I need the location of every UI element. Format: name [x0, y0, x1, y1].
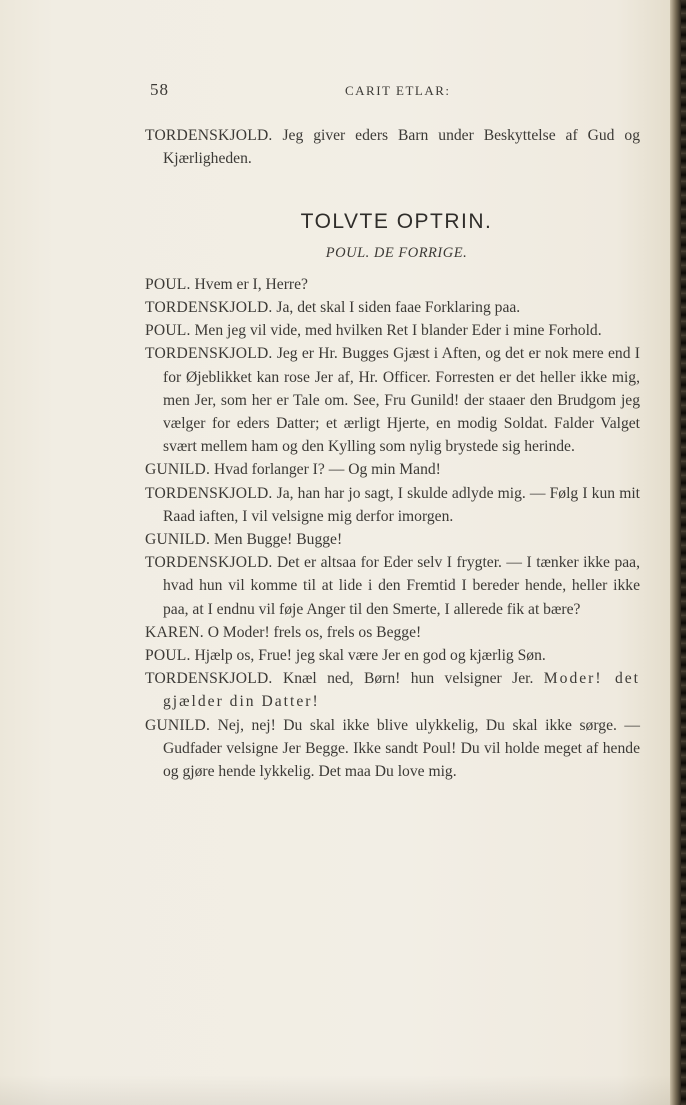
speech-text: Knæl ned, Børn! hun velsigner Jer. — [282, 670, 534, 688]
speech-text: Ja, han har jo sagt, I skulde adlyde mig. — Følg I kun mit Raad iaften, I vil velsigne mig derfor imorgen. — [163, 484, 640, 525]
book-spine-shadow — [681, 0, 686, 1105]
speech-text: Jeg er Hr. Bugges Gjæst i Aften, og det er nok mere end I for Øjeblikket kan rose Jer af, Hr. Officer. Forresten er det heller ikke mig, men Jer, som her er Tale om. See, Fru Gunild! der staaer den Brudgom jeg vælger for eders Datter; et ærligt Hjerte, en modig Soldat. Falder Valget svært mellem ham og den Kylling som nylig brystede sig herinde. — [163, 345, 640, 456]
speaker-name: POUL. — [145, 275, 191, 293]
speech-paragraph — [145, 714, 640, 784]
speaker-name: TORDENSKJOLD. — [145, 670, 273, 688]
speaker-name: GUNILD. — [145, 531, 211, 549]
speech-text: Hvem er I, Herre? — [194, 275, 308, 293]
speaker-name: TORDENSKJOLD. — [145, 554, 273, 572]
speech-text: Men Bugge! Bugge! — [213, 531, 343, 549]
speech-text: Men jeg vil vide, med hvilken Ret I blander Eder i mine Forhold. — [194, 322, 602, 340]
speaker-name: TORDENSKJOLD. — [145, 299, 273, 317]
speaker-name: POUL. — [145, 647, 191, 665]
speaker-name: GUNILD. — [145, 461, 211, 479]
speaker-name: POUL. — [145, 322, 191, 340]
page-number: 58 — [150, 80, 169, 99]
speech-paragraph — [145, 458, 640, 481]
speech-text: Hvad forlanger I? — Og min Mand! — [213, 461, 441, 479]
speech-text: Nej, nej! Du skal ikke blive ulykkelig, Du skal ikke sørge. — Gudfader velsigne Jer Begge. Ikke sandt Poul! Du vil holde meget af hende og gjøre hende lykkelig. Det maa Du love mig. — [163, 716, 640, 781]
speaker-name: TORDENSKJOLD. — [145, 127, 273, 144]
speech-paragraph — [145, 528, 640, 551]
page-header — [150, 80, 640, 102]
speech-paragraph — [145, 273, 640, 296]
speech-text: Ja, det skal I siden faae Forklaring paa. — [276, 299, 521, 317]
page-bottom-shade — [0, 1075, 686, 1105]
speech-paragraph — [145, 319, 640, 342]
scene-cast: POUL. DE FORRIGE. — [325, 244, 468, 261]
speech-paragraph — [145, 296, 640, 319]
speech-paragraph — [145, 482, 640, 528]
scene-title: TOLVTE OPTRIN. — [300, 210, 493, 234]
page-body — [145, 124, 640, 783]
speech-text: Jeg giver eders Barn under Beskyttelse af Gud og Kjærligheden. — [163, 127, 641, 168]
speech-paragraph — [145, 551, 640, 621]
speech-text: Det er altsaa for Eder selv I frygter. — I tænker ikke paa, hvad hun vil komme til at lide i den Fremtid I bereder hende, heller ikke paa, at I endnu vil føje Anger til den Smerte, I allerede fik at bære? — [163, 554, 640, 618]
speech-paragraph — [145, 621, 640, 644]
speaker-name: TORDENSKJOLD. — [145, 484, 273, 502]
spaced-emphasis-text: Moder! det gjælder din Datter! — [163, 670, 641, 711]
speaker-name: KAREN. — [145, 623, 204, 641]
speech-paragraph — [145, 124, 640, 170]
speech-paragraph — [145, 667, 640, 713]
speech-text: O Moder! frels os, frels os Begge! — [207, 623, 422, 641]
speech-paragraph — [145, 644, 640, 667]
speech-paragraph — [145, 342, 640, 458]
speech-text: Hjælp os, Frue! jeg skal være Jer en god og kjærlig Søn. — [194, 647, 546, 665]
speaker-name: TORDENSKJOLD. — [145, 345, 273, 363]
running-head: CARIT ETLAR: — [345, 83, 451, 98]
speaker-name: GUNILD. — [145, 716, 211, 734]
